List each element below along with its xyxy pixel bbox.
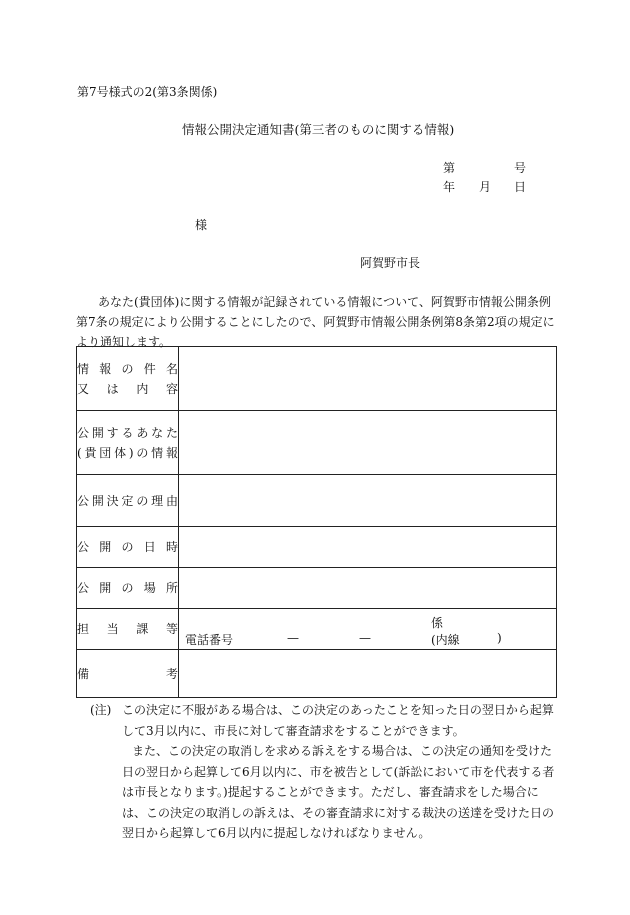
label-remarks: [77, 650, 179, 698]
document-title: 情報公開決定通知書(第三者のものに関する情報): [182, 122, 455, 137]
note-label: (注): [90, 703, 112, 717]
issuer-name: 阿賀野市長: [360, 256, 421, 270]
value-department: [179, 609, 557, 650]
table-row: [77, 609, 557, 650]
label-subject: [77, 347, 179, 411]
value-disclosed-info: [179, 411, 557, 475]
extension-label: (内線: [431, 633, 460, 647]
body-text: あなた(貴団体)に関する情報が記録されている情報について、阿賀野市情報公開条例第7条の規定により公開することにしたので、阿賀野市情報公開条例第8条第2項の規定により通知します。: [76, 295, 555, 349]
label-line: 公開の場所: [77, 581, 178, 595]
section-label: 係: [431, 616, 444, 630]
value-datetime: [179, 527, 557, 568]
date-day: 日: [514, 180, 527, 194]
label-line: 情報の件名: [77, 361, 178, 376]
label-place: [77, 568, 179, 609]
label-line: (貴団体)の情報: [77, 445, 178, 460]
date-month: 月: [479, 180, 492, 194]
note-paragraph: この決定に不服がある場合は、この決定のあったことを知った日の翌日から起算して3月以内に、市長に対して審査請求をすることができます。: [122, 703, 554, 738]
date-year: 年: [443, 180, 456, 194]
tel-dash: —: [287, 631, 299, 645]
label-department: [77, 609, 179, 650]
note-section: [90, 700, 556, 844]
tel-dash: —: [359, 631, 371, 645]
value-remarks: [179, 650, 557, 698]
label-line: 公開決定の理由: [77, 493, 178, 508]
recipient-honorific: 様: [195, 218, 208, 232]
label-line: 公開するあなた: [77, 425, 178, 440]
label-line: 公開の日時: [77, 540, 178, 554]
value-reason: [179, 475, 557, 527]
table-row: [77, 411, 557, 475]
info-table: [76, 346, 557, 698]
table-row: [77, 527, 557, 568]
value-subject: [179, 347, 557, 411]
label-disclosed-info: [77, 411, 179, 475]
table-row: [77, 475, 557, 527]
label-datetime: [77, 527, 179, 568]
form-id: 第7号様式の2(第3条関係): [77, 85, 218, 99]
note-paragraph: また、この決定の取消しを求める訴えをする場合は、この決定の通知を受けた日の翌日から起算して6月以内に、市を被告として(訴訟において市を代表する者は市長となります。)提起することができます。ただし、審査請求をした場合には、この決定の取消しの訴えは、その審査請求に対する裁決の送達を受けた日の翌日から起算して6月以内に提起しなければなりません。: [122, 744, 555, 840]
label-line: 担当課等: [77, 622, 178, 636]
tel-label: 電話番号: [185, 633, 234, 647]
label-line: 又は内容: [77, 381, 178, 396]
table-row: [77, 650, 557, 698]
table-row: [77, 568, 557, 609]
label-reason: [77, 475, 179, 527]
extension-close: ): [497, 631, 502, 645]
label-line: 備考: [77, 666, 178, 681]
document-number-prefix: 第: [443, 161, 456, 175]
table-row: [77, 347, 557, 411]
document-number-suffix: 号: [514, 161, 527, 175]
value-place: [179, 568, 557, 609]
